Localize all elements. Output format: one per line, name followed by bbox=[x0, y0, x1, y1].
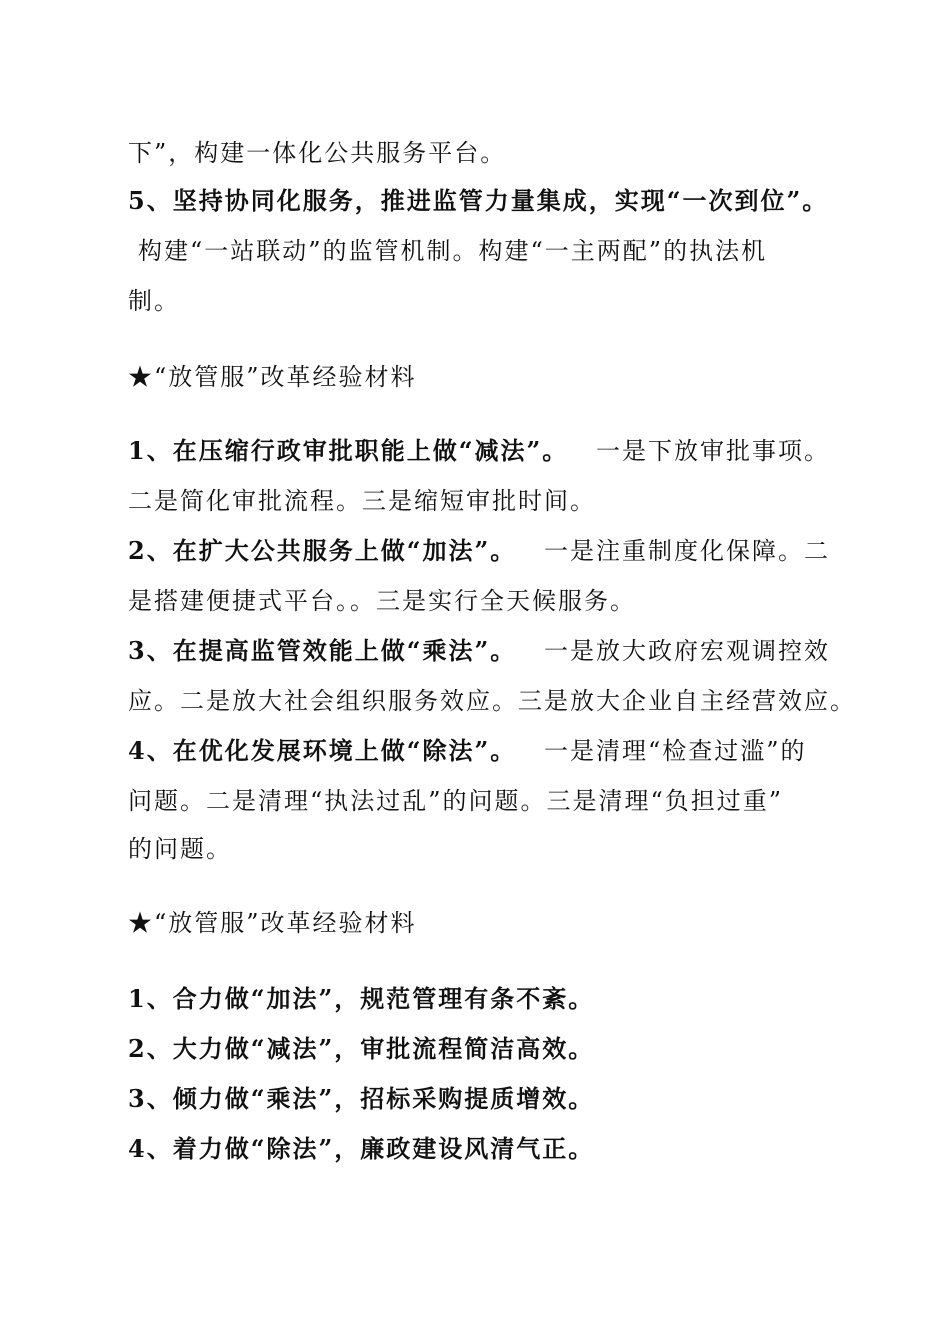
section2-item2-body1: 一是注重制度化保障。二 bbox=[543, 537, 830, 565]
section2-item1-body1: 一是下放审批事项。 bbox=[595, 437, 830, 465]
section3-item1: 1、合力做“加法”，规范管理有条不紊。 bbox=[128, 984, 595, 1013]
section2-item1-line1 bbox=[128, 436, 828, 466]
section3-item4: 4、着力做“除法”，廉政建设风清气正。 bbox=[128, 1134, 595, 1163]
section3-item2: 2、大力做“减法”，审批流程简洁高效。 bbox=[128, 1034, 595, 1063]
section3-title: ★“放管服”改革经验材料 bbox=[128, 909, 417, 937]
section2-item2-heading: 2、在扩大公共服务上做“加法”。 bbox=[128, 536, 517, 565]
section2-item3-body1: 一是放大政府宏观调控效 bbox=[543, 637, 830, 665]
section2-item4-body1: 一是清理“检查过滥”的 bbox=[543, 737, 807, 765]
section2-item1-body2: 二是简化审批流程。三是缩短审批时间。 bbox=[128, 487, 596, 515]
section2-item2-body2: 是搭建便捷式平台。。三是实行全天候服务。 bbox=[128, 587, 636, 615]
section2-item1-heading: 1、在压缩行政审批职能上做“减法”。 bbox=[128, 436, 569, 465]
section2-item3-heading: 3、在提高监管效能上做“乘法”。 bbox=[128, 636, 517, 665]
section1-item5-body-line2: 制。 bbox=[128, 287, 180, 315]
section1-item5-body-line1: 构建“一站联动”的监管机制。构建“一主两配”的执法机 bbox=[138, 237, 768, 265]
section2-title: ★“放管服”改革经验材料 bbox=[128, 363, 417, 391]
section2-item4-line1 bbox=[128, 736, 828, 766]
section2-item2-line1 bbox=[128, 536, 828, 566]
section2-item4-body2: 问题。二是清理“执法过乱”的问题。三是清理“负担过重” bbox=[128, 787, 784, 815]
section2-item4-body3: 的问题。 bbox=[128, 835, 232, 863]
section2-item3-body2: 应。二是放大社会组织服务效应。三是放大企业自主经营效应。 bbox=[128, 687, 856, 715]
section1-line1: 下”，构建一体化公共服务平台。 bbox=[128, 139, 507, 167]
section2-item3-line1 bbox=[128, 636, 828, 666]
section1-item5-heading: 5、坚持协同化服务，推进监管力量集成，实现“一次到位”。 bbox=[128, 186, 829, 215]
section2-item4-heading: 4、在优化发展环境上做“除法”。 bbox=[128, 736, 517, 765]
section3-item3: 3、倾力做“乘法”，招标采购提质增效。 bbox=[128, 1084, 595, 1113]
